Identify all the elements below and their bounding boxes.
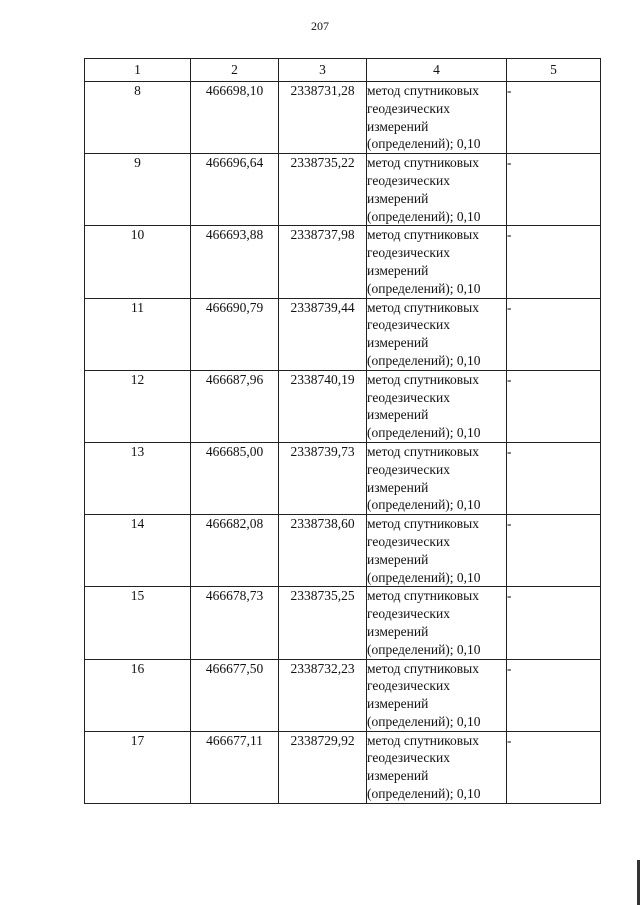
y-coordinate-cell: 2338737,98 xyxy=(279,226,367,298)
page-number: 207 xyxy=(311,19,329,33)
column-header-4: 4 xyxy=(367,59,507,82)
method-line: измерений xyxy=(367,479,429,495)
y-coordinate-cell: 2338739,73 xyxy=(279,442,367,514)
method-line: (определений); 0,10 xyxy=(367,425,481,441)
method-cell xyxy=(367,154,507,226)
point-number-cell: 12 xyxy=(85,370,191,442)
method-cell xyxy=(367,226,507,298)
description-cell: - xyxy=(507,442,601,514)
y-coordinate-cell: 2338740,19 xyxy=(279,370,367,442)
point-number-cell: 8 xyxy=(85,82,191,154)
x-coordinate-cell: 466693,88 xyxy=(191,226,279,298)
method-line: измерений xyxy=(367,335,429,351)
method-line: (определений); 0,10 xyxy=(367,352,481,368)
y-coordinate-cell: 2338739,44 xyxy=(279,298,367,370)
method-line: метод спутниковых xyxy=(367,443,479,459)
method-line: (определений); 0,10 xyxy=(367,641,481,657)
point-number-cell: 13 xyxy=(85,442,191,514)
method-line: метод спутниковых xyxy=(367,371,479,387)
x-coordinate-cell: 466698,10 xyxy=(191,82,279,154)
method-cell xyxy=(367,731,507,803)
x-coordinate-cell: 466682,08 xyxy=(191,515,279,587)
description-cell: - xyxy=(507,515,601,587)
method-cell xyxy=(367,298,507,370)
x-coordinate-cell: 466677,50 xyxy=(191,659,279,731)
table-body xyxy=(85,82,601,804)
method-line: измерений xyxy=(367,190,429,206)
x-coordinate-cell: 466690,79 xyxy=(191,298,279,370)
method-line: метод спутниковых xyxy=(367,660,479,676)
method-line: измерений xyxy=(367,262,429,278)
method-cell xyxy=(367,659,507,731)
method-line: метод спутниковых xyxy=(367,299,479,315)
method-line: метод спутниковых xyxy=(367,227,479,243)
description-cell: - xyxy=(507,370,601,442)
method-line: геодезических xyxy=(367,461,450,477)
method-line: метод спутниковых xyxy=(367,732,479,748)
point-number-cell: 14 xyxy=(85,515,191,587)
point-number-cell: 16 xyxy=(85,659,191,731)
method-line: измерений xyxy=(367,623,429,639)
table-header-row xyxy=(85,59,601,82)
method-line: геодезических xyxy=(367,172,450,188)
point-number-cell: 11 xyxy=(85,298,191,370)
method-line: измерений xyxy=(367,407,429,423)
y-coordinate-cell: 2338738,60 xyxy=(279,515,367,587)
point-number-cell: 17 xyxy=(85,731,191,803)
point-number-cell: 10 xyxy=(85,226,191,298)
table-row xyxy=(85,587,601,659)
method-cell xyxy=(367,587,507,659)
description-cell: - xyxy=(507,154,601,226)
method-line: геодезических xyxy=(367,678,450,694)
table-row xyxy=(85,370,601,442)
y-coordinate-cell: 2338735,22 xyxy=(279,154,367,226)
y-coordinate-cell: 2338732,23 xyxy=(279,659,367,731)
table-row xyxy=(85,731,601,803)
y-coordinate-cell: 2338729,92 xyxy=(279,731,367,803)
x-coordinate-cell: 466685,00 xyxy=(191,442,279,514)
description-cell: - xyxy=(507,587,601,659)
coordinates-table xyxy=(84,58,601,804)
table-row xyxy=(85,298,601,370)
method-line: (определений); 0,10 xyxy=(367,280,481,296)
description-cell: - xyxy=(507,298,601,370)
method-line: метод спутниковых xyxy=(367,516,479,532)
table-row xyxy=(85,659,601,731)
method-line: (определений); 0,10 xyxy=(367,786,481,802)
method-line: измерений xyxy=(367,768,429,784)
x-coordinate-cell: 466678,73 xyxy=(191,587,279,659)
method-line: измерений xyxy=(367,696,429,712)
method-line: геодезических xyxy=(367,750,450,766)
method-line: геодезических xyxy=(367,245,450,261)
method-cell xyxy=(367,370,507,442)
column-header-3: 3 xyxy=(279,59,367,82)
method-line: метод спутниковых xyxy=(367,588,479,604)
point-number-cell: 9 xyxy=(85,154,191,226)
method-line: измерений xyxy=(367,118,429,134)
description-cell: - xyxy=(507,82,601,154)
description-cell: - xyxy=(507,226,601,298)
x-coordinate-cell: 466687,96 xyxy=(191,370,279,442)
column-header-2: 2 xyxy=(191,59,279,82)
x-coordinate-cell: 466696,64 xyxy=(191,154,279,226)
point-number-cell: 15 xyxy=(85,587,191,659)
method-line: геодезических xyxy=(367,389,450,405)
table-row xyxy=(85,515,601,587)
table-row xyxy=(85,82,601,154)
description-cell: - xyxy=(507,659,601,731)
column-header-1: 1 xyxy=(85,59,191,82)
method-cell xyxy=(367,515,507,587)
method-line: метод спутниковых xyxy=(367,83,479,98)
description-cell: - xyxy=(507,731,601,803)
method-line: (определений); 0,10 xyxy=(367,713,481,729)
y-coordinate-cell: 2338735,25 xyxy=(279,587,367,659)
method-line: метод спутниковых xyxy=(367,155,479,171)
method-line: (определений); 0,10 xyxy=(367,208,481,224)
method-cell xyxy=(367,442,507,514)
table-row xyxy=(85,154,601,226)
method-cell xyxy=(367,82,507,154)
method-line: (определений); 0,10 xyxy=(367,569,481,585)
table-row xyxy=(85,226,601,298)
method-line: (определений); 0,10 xyxy=(367,497,481,513)
column-header-5: 5 xyxy=(507,59,601,82)
table-row xyxy=(85,442,601,514)
method-line: геодезических xyxy=(367,317,450,333)
method-line: (определений); 0,10 xyxy=(367,136,481,152)
method-line: геодезических xyxy=(367,606,450,622)
y-coordinate-cell: 2338731,28 xyxy=(279,82,367,154)
method-line: геодезических xyxy=(367,533,450,549)
method-line: измерений xyxy=(367,551,429,567)
x-coordinate-cell: 466677,11 xyxy=(191,731,279,803)
method-line: геодезических xyxy=(367,100,450,116)
